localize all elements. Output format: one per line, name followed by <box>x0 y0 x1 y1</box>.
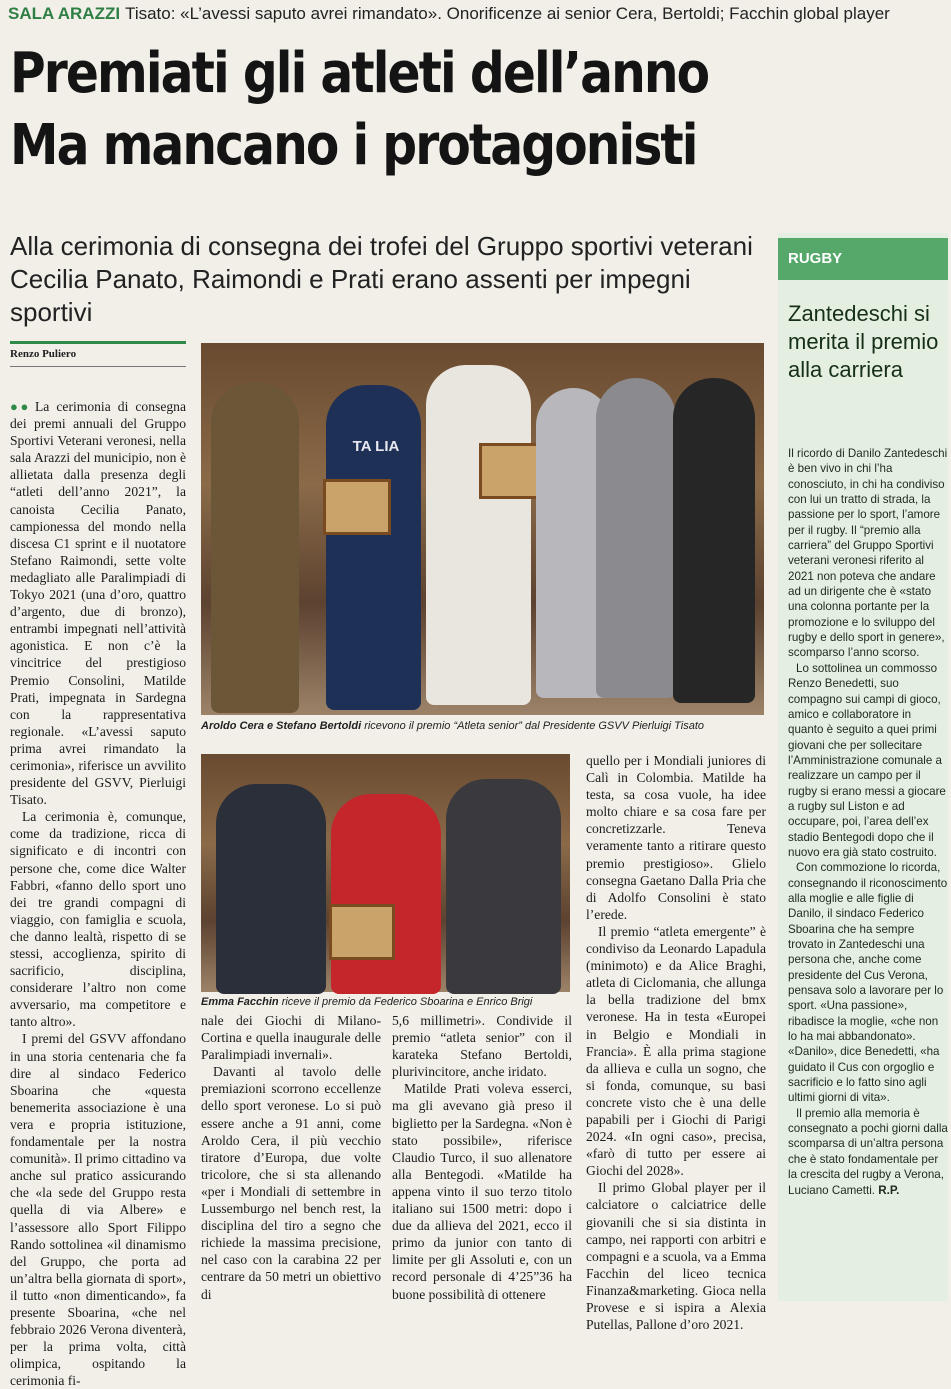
sidebar-section-tag: RUGBY <box>778 238 948 280</box>
paragraph: Davanti al tavolo delle premiazioni scorrono eccellenze dello sport veronese. Lo si può essere anche a 91 anni, come Aroldo Cera, il più vecchio tiratore d’Europa, due volte tricolore, che si sta allenando «per i Mondiali di settembre in Lussemburgo nel bench rest, la disciplina del tiro a segno che richiede la massima precisione, nel caso con la carabina 22 per centrare da 50 metri un obiettivo di <box>201 1064 381 1302</box>
photo-caption-1: Aroldo Cera e Stefano Bertoldi ricevono il premio “Atleta senior” dal Presidente GSVV Pierluigi Tisato <box>201 720 705 732</box>
paragraph: Il primo Global player per il calciatore o calciatrice delle giovanili che si sia distinta in campo, nei rapporti con arbitri e compagni e a scuola, va a Emma Facchin del liceo tecnica Finanza&marketing. Gioca nella Provese e si ispira a Alexia Putellas, Pallone d’oro 2021. <box>586 1180 766 1333</box>
headline-line-2: Ma mancano i protagonisti <box>10 113 697 178</box>
paragraph: quello per i Mondiali juniores di Calì in Colombia. Matilde ha testa, sa cosa vuole, ha idee molto chiare e sa cosa fare per concretizzarle. Teneva veramente tanto a ritirare questo premio prestigioso». Glielo consegna Gaetano Dalla Pria che di Adolfo Consolini è stato l’erede. <box>586 753 766 922</box>
subtitle-line-2: Cecilia Panato, Raimondi e Prati erano assenti per impegni sportivi <box>10 264 691 327</box>
person-figure <box>673 378 755 703</box>
photo-award-global-player <box>201 754 570 992</box>
person-figure <box>216 784 326 994</box>
photo-award-senior <box>201 343 764 715</box>
section-label: SALA ARAZZI <box>8 4 121 23</box>
person-figure <box>331 794 441 994</box>
headline <box>10 38 945 182</box>
article-column-4 <box>586 752 766 1333</box>
paragraph: ●● La cerimonia di consegna dei premi annuali del Gruppo Sportivi Veterani veronesi, nella sala Arazzi del municipio, non è allietata dalla presenza degli “atleti dell’anno 2021”, la canoista Cecilia Panato, campionessa del mondo nella discesa C1 sprint e il nuotatore Stefano Raimondi, sette volte medagliato alle Paralimpiadi di Tokyo 2021 (una d’oro, quattro d’argento, due di bronzo), entrambi impegnati nell’attività agonistica. E non c’è la vincitrice del prestigioso Premio Consolini, Matilde Prati, impegnata in Sardegna con la rappresentativa regionale. «L’avessi saputo prima avrei rimandato la cerimonia», riferisce un avvilito presidente del GSVV, Pierluigi Tisato. <box>10 399 186 808</box>
signature: R.P. <box>878 1183 900 1197</box>
byline-rule <box>10 341 186 344</box>
subtitle-line-1: Alla cerimonia di consegna dei trofei del Gruppo sportivi veterani <box>10 231 753 261</box>
bullet-dots-icon: ●● <box>10 399 31 414</box>
paragraph: 5,6 millimetri». Condivide il premio “atleta senior” con il karateka Stefano Bertoldi, plurivincitore, anche iridato. <box>392 1013 572 1080</box>
byline: Renzo Puliero <box>10 348 77 360</box>
award-plaque <box>329 904 395 960</box>
subtitle <box>10 230 770 329</box>
person-figure <box>426 365 531 705</box>
paragraph: nale dei Giochi di Milano-Cortina e quella inaugurale delle Paralimpiadi invernali». <box>201 1013 381 1063</box>
paragraph: La cerimonia è, comunque, come da tradizione, ricca di significato e di incontri con persone che, come dice Walter Fabbri, «fanno dello sport uno dei tre grandi compagni di viaggio, con famiglia e scuola, che danno lealtà, rispetto di se stessi, accoglienza, spirito di sacrificio, disciplina, considerare l’altro non come avversario, ma competitore e tanto altro». <box>10 809 186 1030</box>
paragraph: Il premio alla memoria è consegnato a pochi giorni dalla scomparsa di un’altra persona che è stato fondamentale per la crescita del rugby a Verona, Luciano Cametti. R.P. <box>788 1106 948 1197</box>
photo-caption-2: Emma Facchin riceve il premio da Federico Sboarina e Enrico Brigi <box>201 996 533 1008</box>
person-figure <box>446 779 561 994</box>
person-figure <box>596 378 676 698</box>
kicker <box>8 4 948 28</box>
byline-divider <box>10 366 186 367</box>
kicker-text: Tisato: «L’avessi saputo avrei rimandato». Onorificenze ai senior Cera, Bertoldi; Facchin global player <box>125 4 890 23</box>
article-column-1 <box>10 398 186 1389</box>
sidebar-body <box>788 446 948 1198</box>
paragraph: Il ricordo di Danilo Zantedeschi è ben vivo in chi l’ha conosciuto, in chi ha condiviso con lui un tratto di strada, la passione per lo sport, l’amore per il rugby. Il “premio alla carriera” del Gruppo Sportivi veterani veronesi riferito al 2021 non poteva che andare ad un dirigente che è «stato una colonna portante per la promozione e lo sviluppo del rugby e dello sport in genere», scomparso l’anno scorso. <box>788 447 948 660</box>
article-column-3 <box>392 1012 572 1302</box>
sidebar-title: Zantedeschi si merita il premio alla carriera <box>788 301 939 382</box>
paragraph: Il premio “atleta emergente” è condiviso da Leonardo Lapadula (minimoto) e da Alice Braghi, atleta di Ciclomania, che allunga la bella tradizione del bmx veronese. Ha in testa «Europei in Belgio e Mondiali in Francia». È alla prima stagione da allieva e culla un sogno, che si fonda, comunque, su basi concrete visto che è una delle papabili per i Giochi di Parigi 2024. «In ogni caso», precisa, «farò di tutto per essere ai Giochi del 2028». <box>586 923 766 1179</box>
paragraph: Con commozione lo ricorda, consegnando il riconoscimento alla moglie e alle figlie di Danilo, il sindaco Federico Sboarina che ha sempre trovato in Zantedeschi una persona che, anche come presidente del Cus Verona, pensava solo a lavorare per lo sport. «Una passione», ribadisce la moglie, «che non lo ha mai abbandonato». «Danilo», dice Benedetti, «ha guidato il Cus con orgoglio e sacrificio e lo fatto sino agli ultimi giorni di vita». <box>788 861 948 1105</box>
jersey-text: TA LIA <box>352 438 400 455</box>
article-column-2 <box>201 1012 381 1302</box>
paragraph: Lo sottolinea un commosso Renzo Benedetti, suo compagno sui campi di gioco, amico e collaboratore in quanto è seguito a quei primi giovani che per sollecitare l’Amministrazione comunale a realizzare un campo per il rugby si erano messi a giocare a rugby sul Liston e ad occupare, poi, l’area dell’ex stadio Bentegodi dopo che il nuovo era già stato costruito. <box>788 661 946 859</box>
paragraph: Matilde Prati voleva esserci, ma gli avevano già preso il biglietto per la Sardegna. «Non è stato possibile», riferisce Claudio Turco, il suo allenatore alla Bentegodi. «Matilde ha appena vinto il suo terzo titolo italiano sui 1500 metri: dopo i due da allieva del 2021, ecco il primo da junior con tanto di limite per gli Assoluti e, con un record personale di 4’25”36 ha buone possibilità di ottenere <box>392 1081 572 1302</box>
headline-line-1: Premiati gli atleti dell’anno <box>10 41 709 106</box>
paragraph: I premi del GSVV affondano in una storia centenaria che fa dire al sindaco Federico Sboarina che «questa benemerita associazione è una vera e propria istituzione, fondamentale per la nostra comunità». Il primo cittadino va anche sul pratico assicurando che «la sede del Gruppo resta quella di via Albere» e l’assessore allo Sport Filippo Rando sottolinea «il dinamismo del Gruppo, che porta ad un’altra bella giornata di sport», il tutto «non dimenticando», fa presente Sboarina, «che nel febbraio 2026 Verona diventerà, per la prima volta, città olimpica, ospitando la cerimonia fi- <box>10 1031 186 1389</box>
person-figure <box>326 385 421 710</box>
award-plaque <box>323 479 391 535</box>
person-figure <box>211 383 299 713</box>
